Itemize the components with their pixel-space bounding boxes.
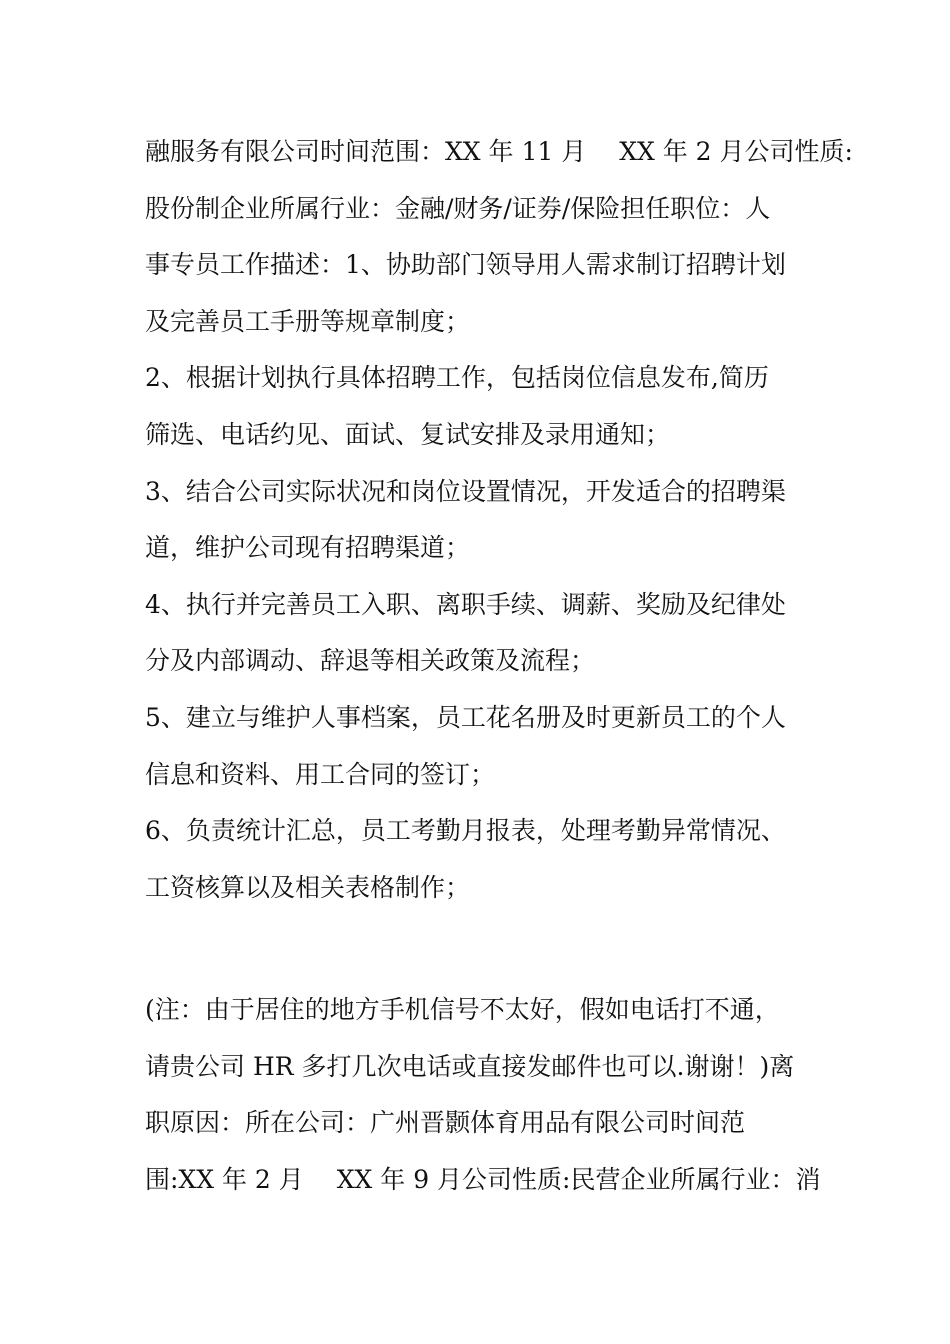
text-line: 事专员工作描述：1、协助部门领导用人需求制订招聘计划: [145, 250, 786, 280]
text-line: 2、根据计划执行具体招聘工作，包括岗位信息发布,简历: [145, 363, 769, 393]
text-line: 道，维护公司现有招聘渠道；: [145, 533, 471, 563]
text-line: 股份制企业所属行业：金融/财务/证券/保险担任职位：人: [145, 193, 771, 223]
text-line: 3、结合公司实际状况和岗位设置情况，开发适合的招聘渠: [145, 476, 786, 506]
text-line: 4、执行并完善员工入职、离职手续、调薪、奖励及纪律处: [145, 589, 786, 619]
resume-text-block-2: [145, 982, 825, 1208]
text-line: 及完善员工手册等规章制度；: [145, 306, 471, 336]
text-line: 5、建立与维护人事档案，员工花名册及时更新员工的个人: [145, 702, 786, 732]
text-line: 融服务有限公司时间范围：XX 年 11 月 XX 年 2 月公司性质:: [145, 137, 853, 166]
text-line: 围:XX 年 2 月 XX 年 9 月公司性质:民营企业所属行业：消: [145, 1164, 821, 1194]
text-line: 职原因：所在公司：广州晋颢体育用品有限公司时间范: [145, 1108, 746, 1138]
text-line: 筛选、电话约见、面试、复试安排及录用通知；: [145, 419, 671, 449]
text-line: (注：由于居住的地方手机信号不太好，假如电话打不通，: [145, 995, 780, 1024]
text-line: 请贵公司 HR 多打几次电话或直接发邮件也可以.谢谢！)离: [145, 1051, 795, 1081]
text-line: 分及内部调动、辞退等相关政策及流程；: [145, 646, 596, 676]
resume-text-block-1: [145, 124, 853, 916]
text-line: 信息和资料、用工合同的签订；: [145, 759, 496, 789]
text-line: 工资核算以及相关表格制作；: [145, 872, 471, 902]
text-line: 6、负责统计汇总，员工考勤月报表，处理考勤异常情况、: [145, 816, 786, 846]
